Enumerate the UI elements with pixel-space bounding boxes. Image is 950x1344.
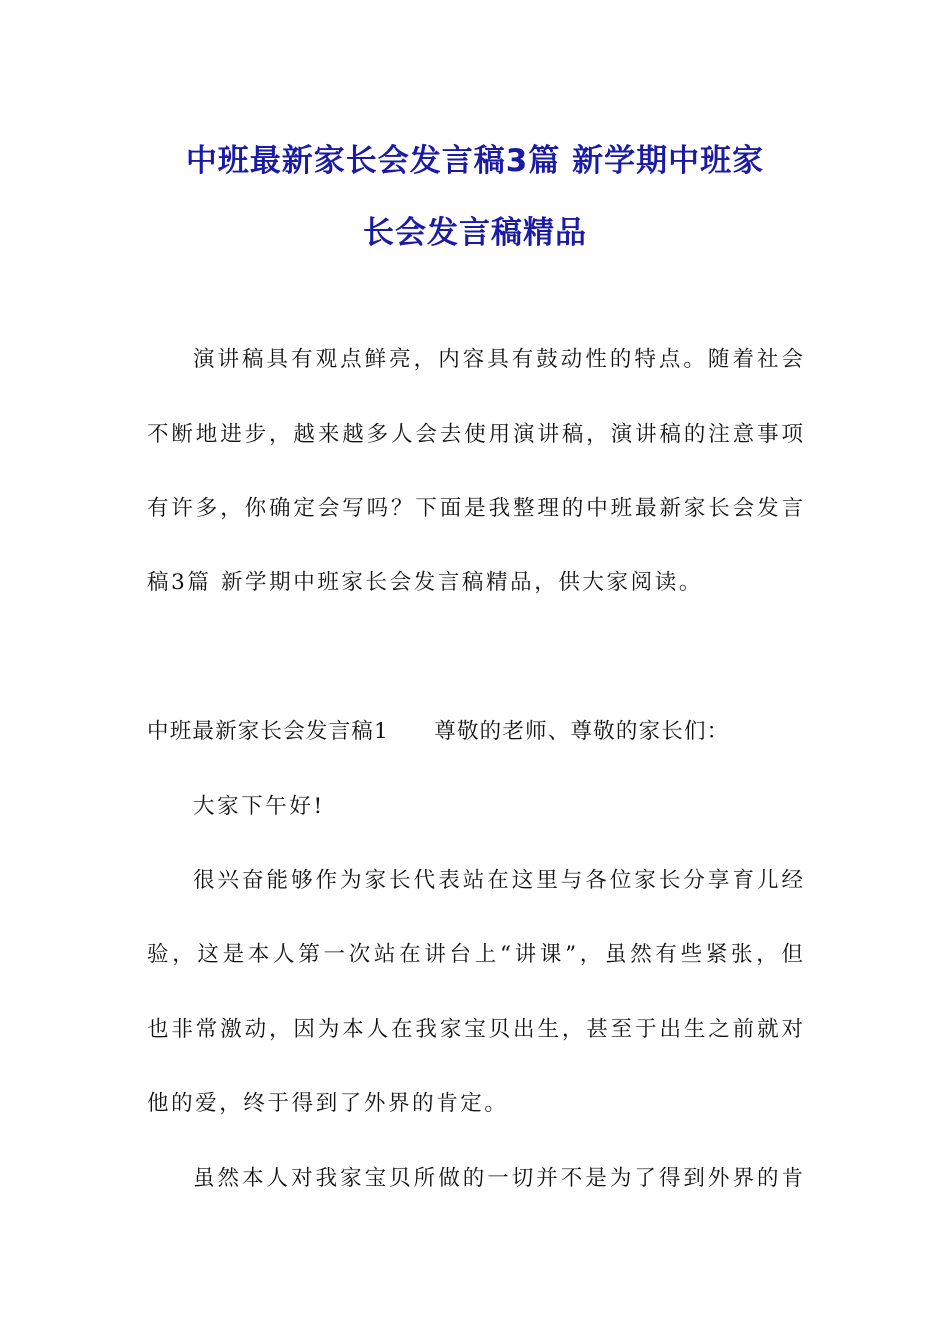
paragraph1-line-1: 很兴奋能够作为家长代表站在这里与各位家长分享育儿经	[193, 868, 803, 893]
document-title-line-2: 长会发言稿精品	[363, 215, 587, 251]
greeting: 大家下午好!	[193, 794, 325, 819]
paragraph1-line-3: 也非常激动，因为本人在我家宝贝出生，甚至于出生之前就对	[147, 1017, 803, 1042]
document-title-line-1: 中班最新家长会发言稿3篇 新学期中班家	[185, 143, 765, 179]
intro-line-1: 演讲稿具有观点鲜亮，内容具有鼓动性的特点。随着社会	[193, 347, 803, 372]
paragraph1-line-2: 验，这是本人第一次站在讲台上“讲课”，虽然有些紧张，但	[147, 942, 803, 967]
intro-line-2: 不断地进步，越来越多人会去使用演讲稿，演讲稿的注意事项	[147, 422, 803, 447]
intro-line-4: 稿3篇 新学期中班家长会发言稿精品，供大家阅读。	[147, 570, 703, 595]
paragraph1-line-4: 他的爱，终于得到了外界的肯定。	[147, 1091, 509, 1116]
intro-line-3: 有许多，你确定会写吗？下面是我整理的中班最新家长会发言	[147, 496, 803, 521]
paragraph2-line-1: 虽然本人对我家宝贝所做的一切并不是为了得到外界的肯	[193, 1166, 803, 1191]
section-heading: 中班最新家长会发言稿1 尊敬的老师、尊敬的家长们：	[147, 719, 730, 744]
